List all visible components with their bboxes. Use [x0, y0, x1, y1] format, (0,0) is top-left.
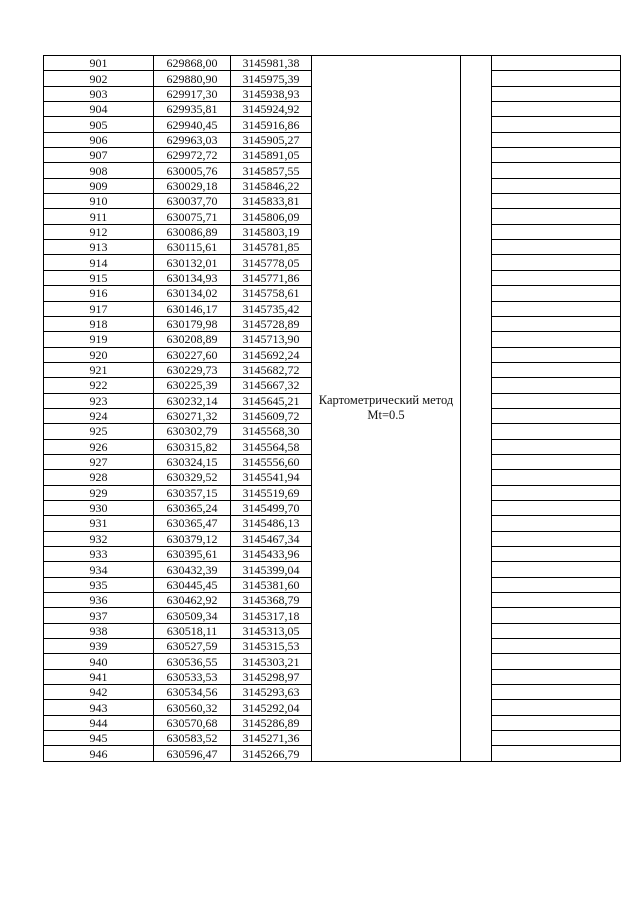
x-coordinate-cell: 630560,32	[154, 700, 231, 715]
point-number-cell: 925	[44, 424, 154, 439]
empty-cell	[492, 270, 621, 285]
y-coordinate-cell: 3145286,89	[231, 715, 312, 730]
empty-cell	[492, 255, 621, 270]
x-coordinate-cell: 630570,68	[154, 715, 231, 730]
empty-cell	[492, 715, 621, 730]
point-number-cell: 934	[44, 562, 154, 577]
y-coordinate-cell: 3145303,21	[231, 654, 312, 669]
y-coordinate-cell: 3145778,05	[231, 255, 312, 270]
y-coordinate-cell: 3145846,22	[231, 178, 312, 193]
point-number-cell: 941	[44, 669, 154, 684]
y-coordinate-cell: 3145433,96	[231, 547, 312, 562]
point-number-cell: 919	[44, 332, 154, 347]
y-coordinate-cell: 3145728,89	[231, 316, 312, 331]
empty-cell	[492, 347, 621, 362]
x-coordinate-cell: 630302,79	[154, 424, 231, 439]
point-number-cell: 939	[44, 639, 154, 654]
empty-cell	[492, 516, 621, 531]
y-coordinate-cell: 3145298,97	[231, 669, 312, 684]
y-coordinate-cell: 3145682,72	[231, 362, 312, 377]
point-number-cell: 923	[44, 393, 154, 408]
table-row	[44, 56, 621, 71]
point-number-cell: 908	[44, 163, 154, 178]
empty-cell	[492, 194, 621, 209]
point-number-cell: 935	[44, 577, 154, 592]
x-coordinate-cell: 630462,92	[154, 593, 231, 608]
y-coordinate-cell: 3145399,04	[231, 562, 312, 577]
empty-cell	[492, 316, 621, 331]
empty-cell	[492, 685, 621, 700]
y-coordinate-cell: 3145735,42	[231, 301, 312, 316]
y-coordinate-cell: 3145916,86	[231, 117, 312, 132]
empty-cell	[492, 163, 621, 178]
x-coordinate-cell: 630086,89	[154, 224, 231, 239]
point-number-cell: 921	[44, 362, 154, 377]
point-number-cell: 929	[44, 485, 154, 500]
point-number-cell: 924	[44, 408, 154, 423]
empty-cell	[492, 424, 621, 439]
point-number-cell: 932	[44, 531, 154, 546]
empty-cell	[492, 301, 621, 316]
y-coordinate-cell: 3145556,60	[231, 454, 312, 469]
empty-cell	[492, 608, 621, 623]
empty-cell	[492, 71, 621, 86]
x-coordinate-cell: 630379,12	[154, 531, 231, 546]
y-coordinate-cell: 3145293,63	[231, 685, 312, 700]
empty-cell	[492, 332, 621, 347]
y-coordinate-cell: 3145692,24	[231, 347, 312, 362]
y-coordinate-cell: 3145368,79	[231, 593, 312, 608]
y-coordinate-cell: 3145803,19	[231, 224, 312, 239]
x-coordinate-cell: 630533,53	[154, 669, 231, 684]
point-number-cell: 916	[44, 286, 154, 301]
x-coordinate-cell: 630232,14	[154, 393, 231, 408]
y-coordinate-cell: 3145713,90	[231, 332, 312, 347]
point-number-cell: 936	[44, 593, 154, 608]
empty-cell	[492, 700, 621, 715]
x-coordinate-cell: 630395,61	[154, 547, 231, 562]
empty-cell	[492, 623, 621, 638]
y-coordinate-cell: 3145564,58	[231, 439, 312, 454]
x-coordinate-cell: 630536,55	[154, 654, 231, 669]
empty-cell	[492, 102, 621, 117]
y-coordinate-cell: 3145857,55	[231, 163, 312, 178]
point-number-cell: 903	[44, 86, 154, 101]
empty-cell	[492, 485, 621, 500]
point-number-cell: 946	[44, 746, 154, 761]
point-number-cell: 928	[44, 470, 154, 485]
empty-cell	[492, 454, 621, 469]
point-number-cell: 912	[44, 224, 154, 239]
y-coordinate-cell: 3145833,81	[231, 194, 312, 209]
x-coordinate-cell: 630134,93	[154, 270, 231, 285]
y-coordinate-cell: 3145609,72	[231, 408, 312, 423]
point-number-cell: 937	[44, 608, 154, 623]
empty-cell	[492, 224, 621, 239]
x-coordinate-cell: 630037,70	[154, 194, 231, 209]
y-coordinate-cell: 3145271,36	[231, 731, 312, 746]
coordinates-table	[43, 55, 621, 762]
x-coordinate-cell: 630146,17	[154, 301, 231, 316]
empty-cell	[492, 731, 621, 746]
empty-cell	[492, 500, 621, 515]
point-number-cell: 904	[44, 102, 154, 117]
point-number-cell: 915	[44, 270, 154, 285]
y-coordinate-cell: 3145758,61	[231, 286, 312, 301]
y-coordinate-cell: 3145292,04	[231, 700, 312, 715]
x-coordinate-cell: 629972,72	[154, 148, 231, 163]
point-number-cell: 906	[44, 132, 154, 147]
empty-cell	[492, 178, 621, 193]
point-number-cell: 922	[44, 378, 154, 393]
point-number-cell: 942	[44, 685, 154, 700]
x-coordinate-cell: 630324,15	[154, 454, 231, 469]
x-coordinate-cell: 630534,56	[154, 685, 231, 700]
point-number-cell: 917	[44, 301, 154, 316]
method-cell: Картометрический метод Mt=0.5	[312, 56, 461, 762]
empty-cell	[492, 132, 621, 147]
blank-column-cell	[461, 56, 492, 762]
x-coordinate-cell: 630134,02	[154, 286, 231, 301]
x-coordinate-cell: 630527,59	[154, 639, 231, 654]
empty-cell	[492, 240, 621, 255]
empty-cell	[492, 639, 621, 654]
empty-cell	[492, 562, 621, 577]
empty-cell	[492, 378, 621, 393]
y-coordinate-cell: 3145771,86	[231, 270, 312, 285]
empty-cell	[492, 86, 621, 101]
x-coordinate-cell: 629880,90	[154, 71, 231, 86]
x-coordinate-cell: 630208,89	[154, 332, 231, 347]
y-coordinate-cell: 3145891,05	[231, 148, 312, 163]
point-number-cell: 940	[44, 654, 154, 669]
x-coordinate-cell: 630115,61	[154, 240, 231, 255]
empty-cell	[492, 746, 621, 761]
point-number-cell: 944	[44, 715, 154, 730]
empty-cell	[492, 547, 621, 562]
x-coordinate-cell: 630075,71	[154, 209, 231, 224]
y-coordinate-cell: 3145645,21	[231, 393, 312, 408]
point-number-cell: 945	[44, 731, 154, 746]
y-coordinate-cell: 3145975,39	[231, 71, 312, 86]
empty-cell	[492, 531, 621, 546]
empty-cell	[492, 654, 621, 669]
y-coordinate-cell: 3145806,09	[231, 209, 312, 224]
y-coordinate-cell: 3145781,85	[231, 240, 312, 255]
point-number-cell: 910	[44, 194, 154, 209]
x-coordinate-cell: 630445,45	[154, 577, 231, 592]
x-coordinate-cell: 629940,45	[154, 117, 231, 132]
x-coordinate-cell: 630365,24	[154, 500, 231, 515]
x-coordinate-cell: 630132,01	[154, 255, 231, 270]
point-number-cell: 927	[44, 454, 154, 469]
x-coordinate-cell: 630365,47	[154, 516, 231, 531]
y-coordinate-cell: 3145381,60	[231, 577, 312, 592]
empty-cell	[492, 393, 621, 408]
empty-cell	[492, 577, 621, 592]
point-number-cell: 905	[44, 117, 154, 132]
empty-cell	[492, 209, 621, 224]
empty-cell	[492, 117, 621, 132]
x-coordinate-cell: 630596,47	[154, 746, 231, 761]
x-coordinate-cell: 629935,81	[154, 102, 231, 117]
empty-cell	[492, 470, 621, 485]
y-coordinate-cell: 3145981,38	[231, 56, 312, 71]
point-number-cell: 902	[44, 71, 154, 86]
point-number-cell: 913	[44, 240, 154, 255]
y-coordinate-cell: 3145315,53	[231, 639, 312, 654]
y-coordinate-cell: 3145467,34	[231, 531, 312, 546]
x-coordinate-cell: 630583,52	[154, 731, 231, 746]
x-coordinate-cell: 630329,52	[154, 470, 231, 485]
x-coordinate-cell: 630029,18	[154, 178, 231, 193]
x-coordinate-cell: 630271,32	[154, 408, 231, 423]
y-coordinate-cell: 3145499,70	[231, 500, 312, 515]
point-number-cell: 930	[44, 500, 154, 515]
y-coordinate-cell: 3145568,30	[231, 424, 312, 439]
empty-cell	[492, 148, 621, 163]
x-coordinate-cell: 630225,39	[154, 378, 231, 393]
point-number-cell: 918	[44, 316, 154, 331]
x-coordinate-cell: 630357,15	[154, 485, 231, 500]
point-number-cell: 914	[44, 255, 154, 270]
empty-cell	[492, 593, 621, 608]
x-coordinate-cell: 630518,11	[154, 623, 231, 638]
x-coordinate-cell: 630432,39	[154, 562, 231, 577]
y-coordinate-cell: 3145938,93	[231, 86, 312, 101]
y-coordinate-cell: 3145667,32	[231, 378, 312, 393]
y-coordinate-cell: 3145924,92	[231, 102, 312, 117]
x-coordinate-cell: 630229,73	[154, 362, 231, 377]
x-coordinate-cell: 630179,98	[154, 316, 231, 331]
x-coordinate-cell: 629917,30	[154, 86, 231, 101]
point-number-cell: 938	[44, 623, 154, 638]
point-number-cell: 920	[44, 347, 154, 362]
empty-cell	[492, 408, 621, 423]
y-coordinate-cell: 3145486,13	[231, 516, 312, 531]
point-number-cell: 933	[44, 547, 154, 562]
y-coordinate-cell: 3145905,27	[231, 132, 312, 147]
x-coordinate-cell: 630315,82	[154, 439, 231, 454]
empty-cell	[492, 362, 621, 377]
x-coordinate-cell: 630005,76	[154, 163, 231, 178]
point-number-cell: 931	[44, 516, 154, 531]
x-coordinate-cell: 630227,60	[154, 347, 231, 362]
point-number-cell: 911	[44, 209, 154, 224]
point-number-cell: 901	[44, 56, 154, 71]
x-coordinate-cell: 629868,00	[154, 56, 231, 71]
y-coordinate-cell: 3145541,94	[231, 470, 312, 485]
empty-cell	[492, 439, 621, 454]
y-coordinate-cell: 3145317,18	[231, 608, 312, 623]
coordinates-table-body	[44, 56, 621, 762]
point-number-cell: 943	[44, 700, 154, 715]
empty-cell	[492, 56, 621, 71]
y-coordinate-cell: 3145266,79	[231, 746, 312, 761]
empty-cell	[492, 286, 621, 301]
y-coordinate-cell: 3145313,05	[231, 623, 312, 638]
x-coordinate-cell: 630509,34	[154, 608, 231, 623]
y-coordinate-cell: 3145519,69	[231, 485, 312, 500]
x-coordinate-cell: 629963,03	[154, 132, 231, 147]
empty-cell	[492, 669, 621, 684]
point-number-cell: 909	[44, 178, 154, 193]
point-number-cell: 926	[44, 439, 154, 454]
point-number-cell: 907	[44, 148, 154, 163]
